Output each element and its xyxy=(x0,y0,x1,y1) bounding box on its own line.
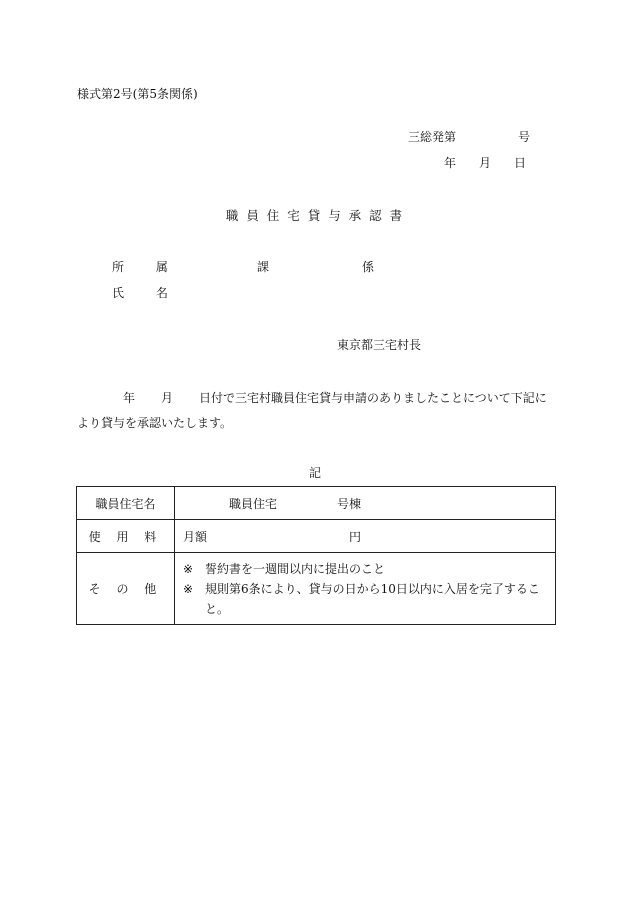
body-sentence: 日付で三宅村職員住宅貸与申請のありましたことについて下記により貸与を承認いたします。 xyxy=(77,391,547,430)
document-number xyxy=(408,128,530,145)
body-year: 年 xyxy=(123,391,136,405)
housing-name-suffix: 号棟 xyxy=(337,496,362,511)
table-row xyxy=(77,487,556,520)
document-title: 職 員 住 宅 貸 与 承 認 書 xyxy=(225,208,405,223)
date-year: 年 xyxy=(444,156,457,170)
note-item xyxy=(183,559,555,579)
name-row xyxy=(112,284,182,301)
table-row xyxy=(77,520,556,553)
table-row xyxy=(77,553,556,625)
name-label: 氏 名 xyxy=(112,286,182,300)
housing-name-prefix: 職員住宅 xyxy=(229,496,278,511)
document-date xyxy=(444,154,526,171)
housing-name-header: 職員住宅名 xyxy=(77,487,175,520)
document-number-prefix: 三総発第 xyxy=(408,130,457,144)
note-mark: ※ xyxy=(183,581,194,596)
body-text xyxy=(77,386,555,436)
date-month: 月 xyxy=(479,156,492,170)
ki-heading: 記 xyxy=(308,466,321,480)
housing-name-value xyxy=(175,487,556,520)
detail-table xyxy=(76,486,556,625)
note-item xyxy=(183,579,555,619)
affiliation-row xyxy=(112,258,375,275)
usage-fee-header: 使 用 料 xyxy=(77,520,175,553)
form-number: 様式第2号(第5条関係) xyxy=(77,87,198,101)
note-text: 誓約書を一週間以内に提出のこと xyxy=(205,561,386,576)
usage-fee-suffix: 円 xyxy=(349,529,362,544)
note-mark: ※ xyxy=(183,561,194,576)
document-number-suffix: 号 xyxy=(518,130,531,144)
affiliation-label: 所 属 xyxy=(112,260,182,274)
department-label: 課 xyxy=(257,260,270,274)
usage-fee-prefix: 月額 xyxy=(183,529,208,544)
usage-fee-value xyxy=(175,520,556,553)
issuer: 東京都三宅村長 xyxy=(337,338,422,352)
other-notes xyxy=(175,553,556,625)
section-label: 係 xyxy=(362,260,375,274)
date-day: 日 xyxy=(514,156,527,170)
other-header: そ の 他 xyxy=(77,553,175,625)
body-month: 月 xyxy=(161,391,174,405)
note-text: 規則第6条により、貸与の日から10日以内に入居を完了すること。 xyxy=(205,581,540,616)
